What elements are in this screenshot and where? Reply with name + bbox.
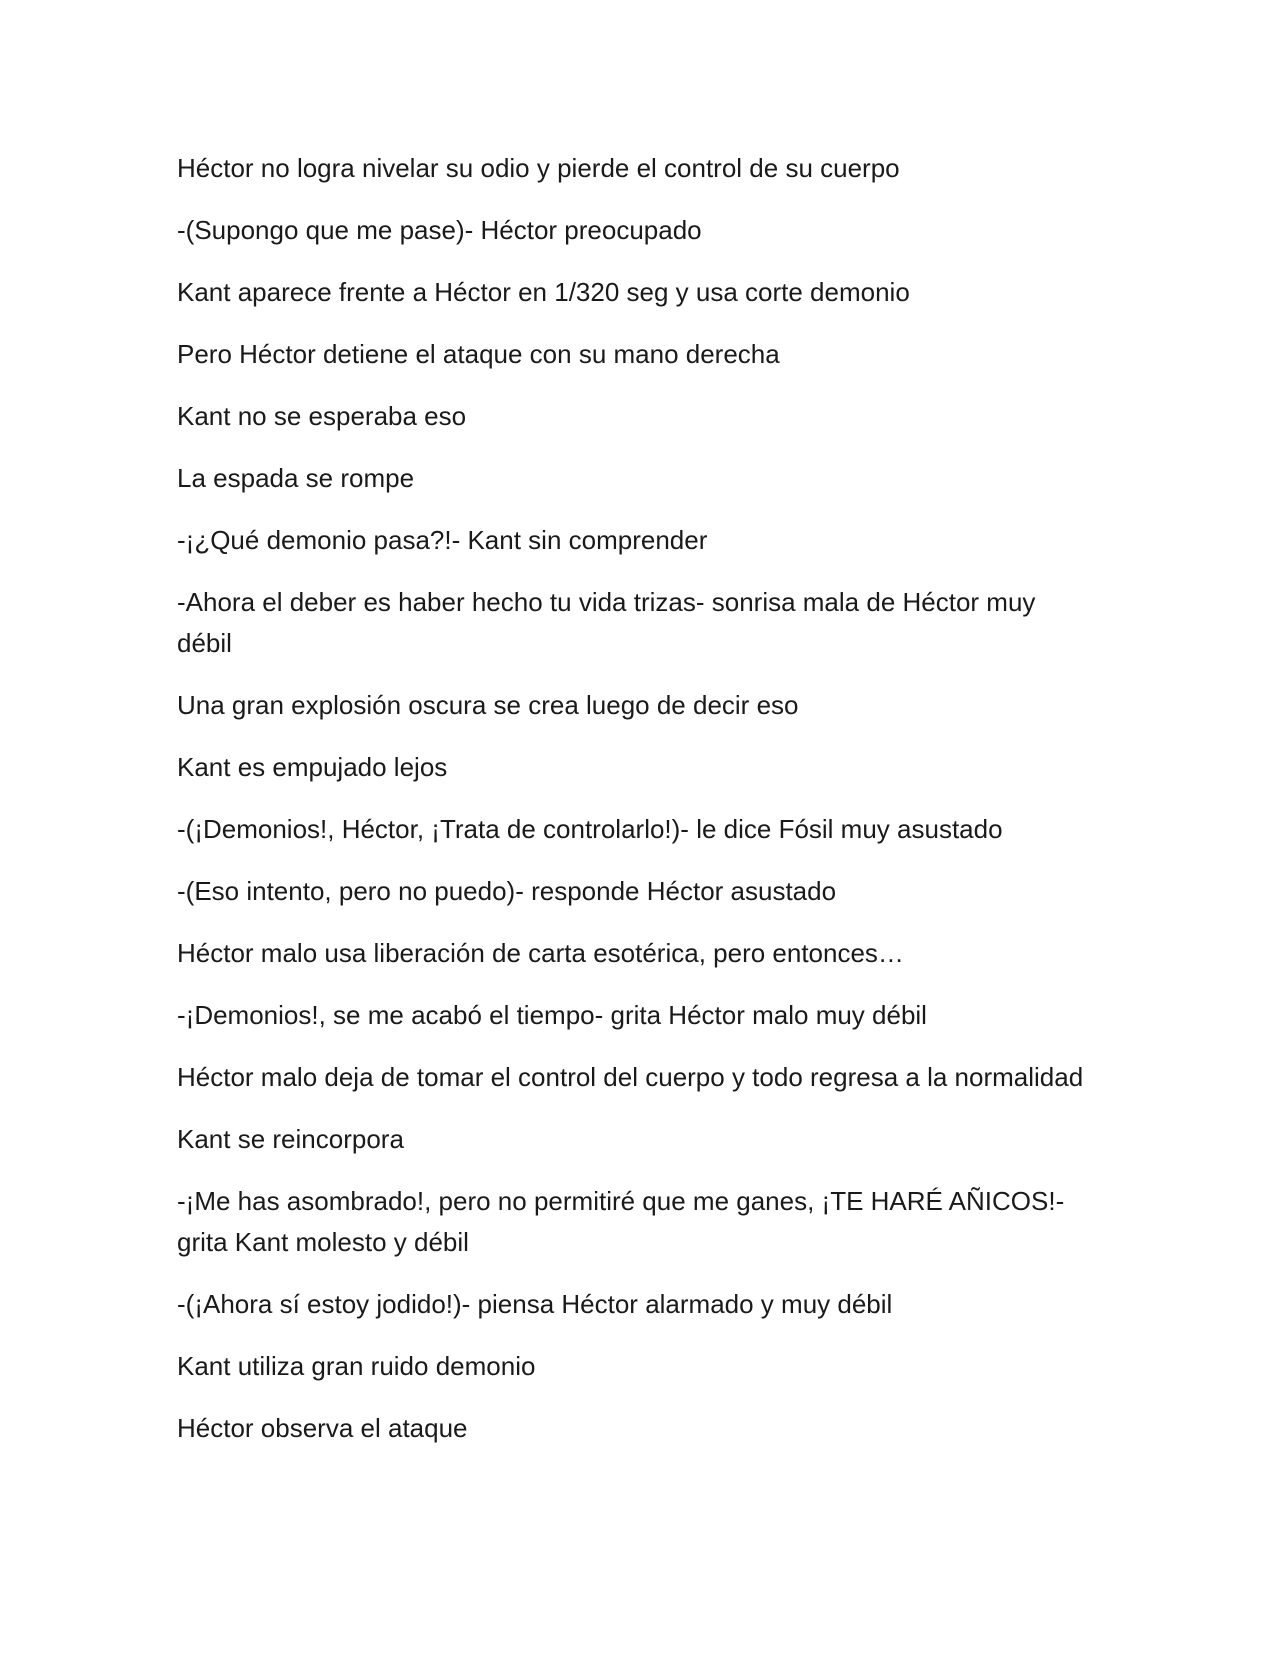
paragraph-11: -(¡Demonios!, Héctor, ¡Trata de controlarlo!)- le dice Fósil muy asustado bbox=[177, 814, 1003, 844]
paragraph-20: Héctor observa el ataque bbox=[177, 1413, 468, 1443]
document-body bbox=[177, 148, 1097, 1470]
paragraph-1: Héctor no logra nivelar su odio y pierde el control de su cuerpo bbox=[177, 153, 900, 183]
paragraph-2: -(Supongo que me pase)- Héctor preocupado bbox=[177, 215, 702, 245]
paragraph-13: Héctor malo usa liberación de carta esotérica, pero entonces… bbox=[177, 938, 904, 968]
paragraph-8: -Ahora el deber es haber hecho tu vida trizas- sonrisa mala de Héctor muy débil bbox=[177, 587, 1036, 658]
paragraph-14: -¡Demonios!, se me acabó el tiempo- grita Héctor malo muy débil bbox=[177, 1000, 927, 1030]
paragraph-10: Kant es empujado lejos bbox=[177, 752, 448, 782]
paragraph-18: -(¡Ahora sí estoy jodido!)- piensa Héctor alarmado y muy débil bbox=[177, 1289, 893, 1319]
paragraph-9: Una gran explosión oscura se crea luego de decir eso bbox=[177, 690, 799, 720]
paragraph-7: -¡¿Qué demonio pasa?!- Kant sin comprender bbox=[177, 525, 708, 555]
paragraph-3: Kant aparece frente a Héctor en 1/320 seg y usa corte demonio bbox=[177, 277, 910, 307]
paragraph-19: Kant utiliza gran ruido demonio bbox=[177, 1351, 536, 1381]
paragraph-5: Kant no se esperaba eso bbox=[177, 401, 467, 431]
paragraph-12: -(Eso intento, pero no puedo)- responde Héctor asustado bbox=[177, 876, 837, 906]
paragraph-16: Kant se reincorpora bbox=[177, 1124, 404, 1154]
paragraph-15: Héctor malo deja de tomar el control del cuerpo y todo regresa a la normalidad bbox=[177, 1062, 1084, 1092]
paragraph-17: -¡Me has asombrado!, pero no permitiré que me ganes, ¡TE HARÉ AÑICOS!- grita Kant molesto y débil bbox=[177, 1186, 1065, 1257]
paragraph-6: La espada se rompe bbox=[177, 463, 415, 493]
paragraph-4: Pero Héctor detiene el ataque con su mano derecha bbox=[177, 339, 780, 369]
